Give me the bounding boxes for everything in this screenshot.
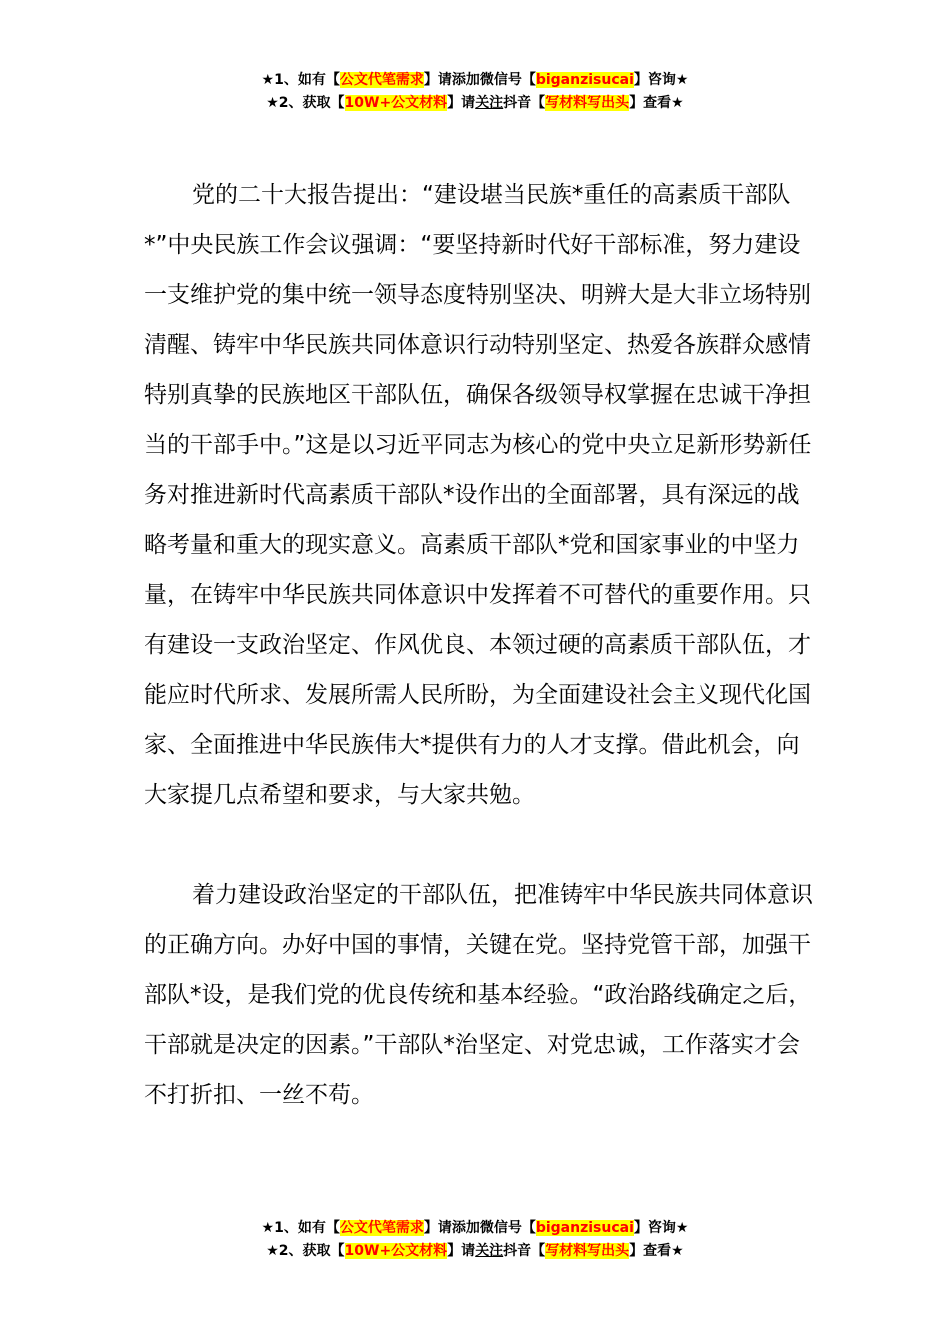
paragraph-2: 着力建设政治坚定的干部队伍，把准铸牢中华民族共同体意识的正确方向。办好中国的事情，关键在党。坚持党管干部，加强干部队*设，是我们党的优良传统和基本经验。“政治路线确定之后，干部就是决定的因素。”干部队*治坚定、对党忠诚，工作落实才会不打折扣、一丝不苟。: [144, 882, 813, 1108]
wechat-id: biganzisucai: [535, 1220, 634, 1236]
banner-highlight: 10W+公文材料: [344, 95, 448, 111]
banner-highlight: 公文代笔需求: [339, 72, 424, 88]
banner-highlight: 10W+公文材料: [344, 1243, 448, 1259]
banner-line-1: ★1、如有【公文代笔需求】请添加微信号【biganzisucai】咨询★: [261, 72, 689, 88]
douyin-account: 写材料写出头: [545, 1243, 630, 1259]
follow-text: 关注: [475, 95, 504, 111]
wechat-id: biganzisucai: [535, 72, 634, 88]
document-body: [144, 170, 816, 1120]
follow-text: 关注: [475, 1243, 504, 1259]
banner-line-1: ★1、如有【公文代笔需求】请添加微信号【biganzisucai】咨询★: [261, 1220, 689, 1236]
banner-highlight: 公文代笔需求: [339, 1220, 424, 1236]
banner-line-2: ★2、获取【10W+公文材料】请关注抖音【写材料写出头】查看★: [266, 95, 684, 111]
banner-line-2: ★2、获取【10W+公文材料】请关注抖音【写材料写出头】查看★: [266, 1243, 684, 1259]
paragraph-1: 党的二十大报告提出：“建设堪当民族*重任的高素质干部队*”中央民族工作会议强调：“要坚持新时代好干部标准，努力建设一支维护党的集中统一领导态度特别坚决、明辨大是大非立场特别清醒、铸牢中华民族共同体意识行动特别坚定、热爱各族群众感情特别真挚的民族地区干部队伍，确保各级领导权掌握在忠诚干净担当的干部手中。”这是以习近平同志为核心的党中央立足新形势新任务对推进新时代高素质干部队*设作出的全面部署，具有深远的战略考量和重大的现实意义。高素质干部队*党和国家事业的中坚力量，在铸牢中华民族共同体意识中发挥着不可替代的重要作用。只有建设一支政治坚定、作风优良、本领过硬的高素质干部队伍，才能应时代所求、发展所需人民所盼，为全面建设社会主义现代化国家、全面推进中华民族伟大*提供有力的人才支撑。借此机会，向大家提几点希望和要求，与大家共勉。: [144, 182, 812, 808]
footer-banner: [0, 1217, 950, 1263]
douyin-account: 写材料写出头: [545, 95, 630, 111]
header-banner: [0, 69, 950, 115]
paragraph-spacer: [144, 820, 816, 870]
